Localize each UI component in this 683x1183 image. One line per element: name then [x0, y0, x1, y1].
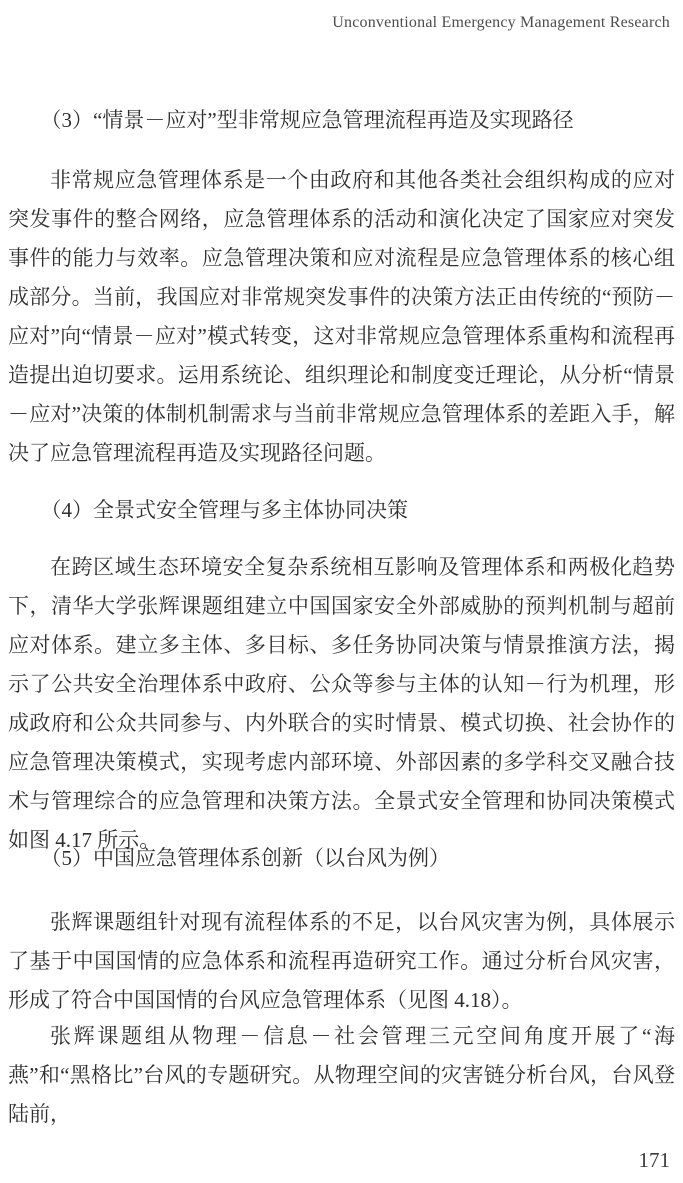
section-5-paragraph-2: 张辉课题组从物理－信息－社会管理三元空间角度开展了“海燕”和“黑格比”台风的专题研究。从物理空间的灾害链分析台风，台风登陆前， [8, 1024, 675, 1126]
section-3-paragraph: 非常规应急管理体系是一个由政府和其他各类社会组织构成的应对突发事件的整合网络，应急管理体系的活动和演化决定了国家应对突发事件的能力与效率。应急管理决策和应对流程是应急管理体系的核心组成部分。当前，我国应对非常规突发事件的决策方法正由传统的“预防－应对”向“情景－应对”模式转变，这对非常规应急管理体系重构和流程再造提出迫切要求。运用系统论、组织理论和制度变迁理论，从分析“情景－应对”决策的体制机制需求与当前非常规应急管理体系的差距入手，解决了应急管理流程再造及实现路径问题。 [8, 168, 675, 465]
section-heading-3: （3）“情景－应对”型非常规应急管理流程再造及实现路径 [40, 108, 574, 132]
section-4-paragraph: 在跨区域生态环境安全复杂系统相互影响及管理体系和两极化趋势下，清华大学张辉课题组建立中国国家安全外部威胁的预判机制与超前应对体系。建立多主体、多目标、多任务协同决策与情景推演方法，揭示了公共安全治理体系中政府、公众等参与主体的认知－行为机理，形成政府和公众共同参与、内外联合的实时情景、模式切换、社会协作的应急管理决策模式，实现考虑内部环境、外部因素的多学科交叉融合技术与管理综合的应急管理和决策方法。全景式安全管理和协同决策模式如图 4.17 所示。 [8, 555, 675, 852]
section-heading-5: （5）中国应急管理体系创新（以台风为例） [40, 846, 451, 870]
section-heading-4: （4）全景式安全管理与多主体协同决策 [40, 498, 409, 522]
section-5-paragraph-1: 张辉课题组针对现有流程体系的不足，以台风灾害为例，具体展示了基于中国国情的应急体系和流程再造研究工作。通过分析台风灾害，形成了符合中国国情的台风应急管理体系（见图 4.18）。 [8, 910, 675, 1012]
page-number: 171 [638, 1148, 670, 1172]
running-header: Unconventional Emergency Management Research [332, 14, 670, 31]
